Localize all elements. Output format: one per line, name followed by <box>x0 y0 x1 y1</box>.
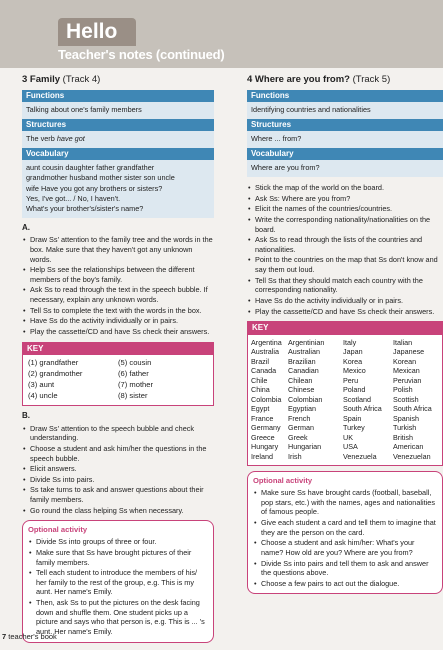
table-cell: Korean <box>393 356 417 366</box>
list-item: • Divide Ss into pairs. <box>22 475 214 485</box>
table-cell: Chilean <box>288 375 313 385</box>
list-item: • Write the corresponding nationality/nationalities on the board. <box>247 215 443 234</box>
table-cell: Argentinian <box>288 337 325 347</box>
activity-b-label: B. <box>22 411 30 421</box>
key-box <box>22 342 214 407</box>
activity-a-label: A. <box>22 222 30 232</box>
list-item: • Draw Ss' attention to the speech bubble and check understanding. <box>22 424 214 443</box>
table-cell: USA <box>343 442 358 452</box>
table-cell: Brazilian <box>288 356 316 366</box>
table-cell: Australian <box>288 347 320 357</box>
functions-text: Talking about one's family members <box>22 102 214 119</box>
table-cell: Irish <box>288 451 302 461</box>
table-cell: French <box>288 413 311 423</box>
section-where-from <box>247 74 443 594</box>
list-item: • Ss take turns to ask and answer questions about their family members. <box>22 485 214 504</box>
table-cell: South Africa <box>343 404 382 414</box>
list-item: • Give each student a card and tell them to imagine that they are the person on the card. <box>253 518 437 537</box>
activity-b-list <box>22 424 214 516</box>
key-label: KEY <box>248 322 442 335</box>
vocabulary-bar: Vocabulary <box>22 148 214 161</box>
table-cell: Italian <box>393 337 413 347</box>
table-cell: Hungary <box>251 442 279 452</box>
list-item: • Choose a few pairs to act out the dialogue. <box>253 579 437 589</box>
list-item: • Tell each student to introduce the members of his/ her family to the rest of the group, e.g. This is my aunt. Her name's Emily. <box>28 568 208 597</box>
list-item: • Divide Ss into pairs and tell them to ask and answer the questions above. <box>253 559 437 578</box>
vocabulary-text: Where are you from? <box>247 160 443 177</box>
list-item: • Then, ask Ss to put the pictures on the desk facing down and shuffle them. One student picks up a picture and says who that person is, e.g. This is ... 's aunt. Her name's Emily. <box>28 598 208 637</box>
table-cell: Argentina <box>251 337 282 347</box>
list-item: • Elicit the names of the countries/countries. <box>247 204 443 214</box>
table-cell: Turkish <box>393 423 417 433</box>
table-cell: Colombian <box>288 394 323 404</box>
table-cell: Hungarian <box>288 442 322 452</box>
optional-activity-box <box>22 520 214 642</box>
table-cell: British <box>393 432 413 442</box>
country-key-box <box>247 321 443 466</box>
structures-bar: Structures <box>247 119 443 132</box>
list-item: • Play the cassette/CD and have Ss check their answers. <box>22 327 214 337</box>
list-item: • Ask Ss to read through the text in the speech bubble. If necessary, explain any unknown words. <box>22 285 214 304</box>
table-cell: South Africa <box>393 404 432 414</box>
list-item: • Tell Ss to complete the text with the words in the box. <box>22 306 214 316</box>
section-title: 4 Where are you from? (Track 5) <box>247 74 391 85</box>
table-cell: Scottish <box>393 394 419 404</box>
table-cell: UK <box>343 432 353 442</box>
page-number: 7 <box>2 632 7 641</box>
table-cell: Peruvian <box>393 375 422 385</box>
table-cell: Canadian <box>288 366 319 376</box>
table-cell: Australia <box>251 347 279 357</box>
optional-activity-title: Optional activity <box>28 525 88 535</box>
table-cell: Peru <box>343 375 359 385</box>
list-item: • Stick the map of the world on the board. <box>247 183 443 193</box>
functions-bar: Functions <box>247 90 443 103</box>
table-cell: Spanish <box>393 413 419 423</box>
country-nationality-table <box>248 335 442 466</box>
book-label: teacher's book <box>8 632 57 641</box>
table-cell: Canada <box>251 366 277 376</box>
functions-bar: Functions <box>22 90 214 103</box>
table-cell: Scotland <box>343 394 371 404</box>
table-cell: Poland <box>343 385 366 395</box>
table-cell: Chinese <box>288 385 315 395</box>
list-item: • Divide Ss into groups of three or four. <box>28 537 208 547</box>
list-item: • Point to the countries on the map that Ss don't know and say them out loud. <box>247 255 443 274</box>
table-cell: China <box>251 385 270 395</box>
table-cell: Italy <box>343 337 357 347</box>
activity-a-list <box>22 235 214 336</box>
optional-activity-title: Optional activity <box>253 476 313 486</box>
list-item: • Draw Ss' attention to the family tree and the words in the box. Make sure that they haven't got any unknown words. <box>22 235 214 264</box>
table-cell: Mexico <box>343 366 366 376</box>
structures-text: Where ... from? <box>247 131 443 148</box>
unit-tab <box>58 18 136 46</box>
optional-activity-box <box>247 471 443 594</box>
table-cell: Korea <box>343 356 363 366</box>
table-cell: Egypt <box>251 404 270 414</box>
table-cell: Spain <box>343 413 362 423</box>
table-cell: Japanese <box>393 347 425 357</box>
key-label: KEY <box>23 343 213 356</box>
list-item: • Have Ss do the activity individually or in pairs. <box>22 316 214 326</box>
table-cell: Japan <box>343 347 363 357</box>
table-cell: Egyptian <box>288 404 316 414</box>
procedure-list <box>247 183 443 316</box>
table-cell: Turkey <box>343 423 365 433</box>
page-footer <box>2 632 57 641</box>
list-item: • Help Ss see the relationships between the different members of the boy's family. <box>22 265 214 284</box>
list-item: • Ask Ss to read through the lists of the countries and nationalities. <box>247 235 443 254</box>
table-cell: Greek <box>288 432 308 442</box>
vocabulary-list: aunt cousin daughter father grandfather grandmother husband mother sister son uncle wife Have you got any brothers or sisters? Yes, I've got... / No, I haven't. What's your brother's/sister's name? <box>22 160 214 217</box>
list-item: • Tell Ss that they should match each country with the corresponding nationality. <box>247 276 443 295</box>
key-answers: (1) grandfather (5) cousin (2) grandmother (6) father (3) aunt (7) mother (4) uncle (8) sister <box>28 358 154 401</box>
functions-text: Identifying countries and nationalities <box>247 102 443 119</box>
table-cell: Brazil <box>251 356 269 366</box>
section-family <box>22 74 214 643</box>
structures-text: The verb have got <box>22 131 214 148</box>
table-cell: Mexican <box>393 366 420 376</box>
structures-bar: Structures <box>22 119 214 132</box>
table-cell: German <box>288 423 314 433</box>
list-item: • Make sure that Ss have brought pictures of their family members. <box>28 548 208 567</box>
list-item: • Ask Ss: Where are you from? <box>247 194 443 204</box>
list-item: • Play the cassette/CD and have Ss check their answers. <box>247 307 443 317</box>
list-item: • Elicit answers. <box>22 464 214 474</box>
section-title: 3 Family (Track 4) <box>22 74 101 85</box>
table-cell: American <box>393 442 424 452</box>
vocabulary-bar: Vocabulary <box>247 148 443 161</box>
table-cell: Venezuelan <box>393 451 431 461</box>
table-cell: Germany <box>251 423 281 433</box>
table-cell: Greece <box>251 432 275 442</box>
table-cell: Venezuela <box>343 451 377 461</box>
page-subtitle: Teacher's notes (continued) <box>58 47 225 62</box>
table-cell: Polish <box>393 385 413 395</box>
list-item: • Choose a student and ask him/her: What's your name? How old are you? Where are you from? <box>253 538 437 557</box>
table-cell: France <box>251 413 274 423</box>
table-cell: Ireland <box>251 451 273 461</box>
list-item: • Go round the class helping Ss when necessary. <box>22 506 214 516</box>
list-item: • Choose a student and ask him/her the questions in the speech bubble. <box>22 444 214 463</box>
table-cell: Chile <box>251 375 268 385</box>
list-item: • Make sure Ss have brought cards (football, baseball, pop stars, etc.) with the names, ages and nationalities of famous people. <box>253 488 437 517</box>
unit-title: Hello <box>66 20 118 43</box>
table-cell: Colombia <box>251 394 282 404</box>
list-item: • Have Ss do the activity individually or in pairs. <box>247 296 443 306</box>
